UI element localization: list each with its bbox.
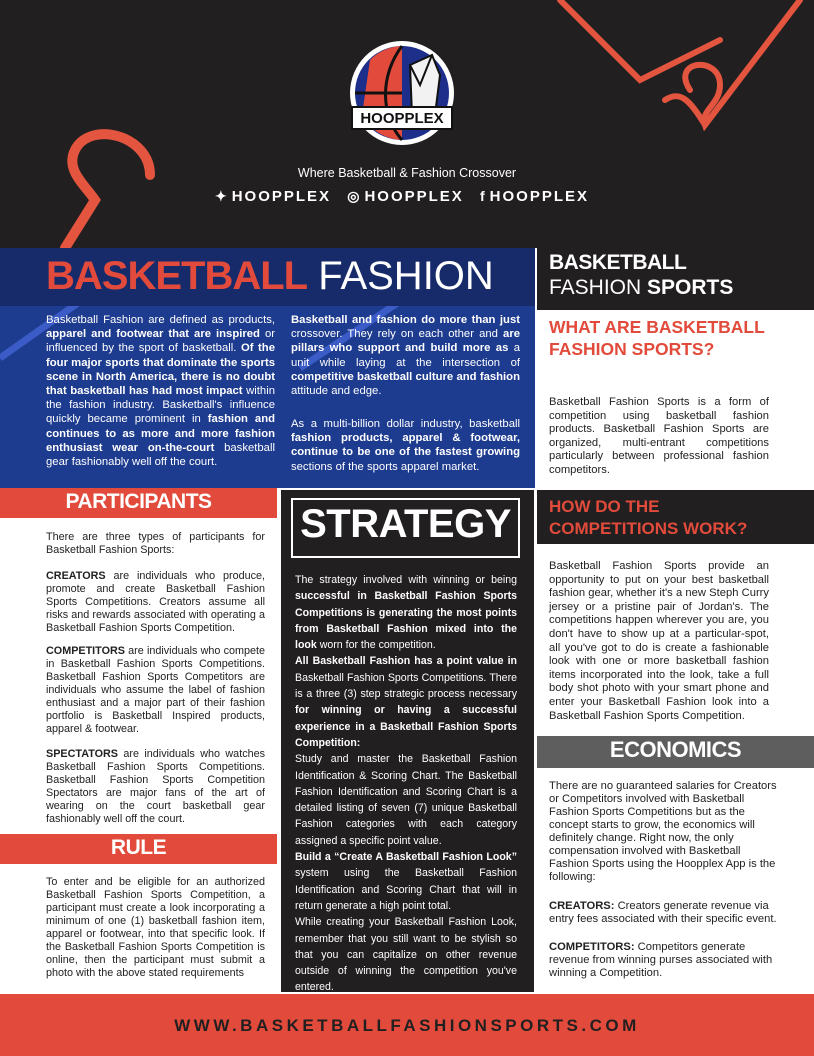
- economics-creators: [549, 900, 777, 926]
- intro-paragraph-1: [46, 313, 275, 469]
- text-run: system using the Basketball Fashion Identification and Scoring Chart that will in return generate a high point total.: [295, 867, 517, 912]
- text-run: Basketball Fashion are defined as products,: [46, 314, 275, 326]
- facebook-icon[interactable]: f: [479, 188, 487, 204]
- text-run: or influenced by the sport of basketball.: [46, 328, 275, 355]
- header-banner: [0, 0, 814, 248]
- instagram-icon[interactable]: ◎: [347, 188, 362, 204]
- header-sports-word: SPORTS: [647, 276, 734, 299]
- text-run: basketball gear fashionably well off the court.: [46, 441, 275, 469]
- competitors-term: COMPETITORS: [46, 645, 125, 657]
- text-run: Basketball Fashion Sports Competitions. There is a three (3) step strategic process necessary: [295, 671, 517, 701]
- competitors-definition: [46, 645, 265, 736]
- strategy-title: STRATEGY: [300, 502, 511, 546]
- competitors-label: COMPETITORS:: [549, 941, 635, 953]
- text-run: within the fashion industry. Basketball's influence quickly became prominent in: [46, 385, 275, 426]
- creators-term: CREATORS: [46, 570, 106, 582]
- strategy-text: [295, 572, 517, 996]
- economics-title: ECONOMICS: [609, 737, 742, 762]
- participants-intro: There are three types of participants for Basketball Fashion Sports:: [46, 531, 265, 556]
- text-run: attitude and edge.: [291, 385, 382, 398]
- text-run: successful in Basketball Fashion Sports Competitions is generating the most points from Basketball Fashion mixed into the look: [295, 590, 517, 652]
- answer-how: Basketball Fashion Sports provide an opportunity to put on your best basketball fashion gear, whether it's a new Steph Curry jersey or a pristine pair of Jordan's. The competitions happen wherever you are, you don't have to show up at a particular-spot, all you've got to do is create a fashionable look with one or more basketball fashion items incorporated into the look, take a full body shot photo with your smart phone and enter your Basketball Fashion look into a Basketball Fashion Sports Competition.: [549, 560, 769, 722]
- text-run: Of the four major sports that dominate the sports scene in North America, there is no doubt that basketball has had most impact: [46, 342, 275, 398]
- spectators-desc: are individuals who watches Basketball Fashion Sports Competitions. Basketball Fashion Sports Competition Spectators are major fans of the art of wearing on the court basketball gear fashionably well off the court.: [46, 748, 265, 825]
- text-run: worn for the competition.: [316, 639, 436, 652]
- section-header-line2: [549, 276, 733, 300]
- text-run: fashion products, apparel & footwear, continue to be one of the fastest growing: [291, 432, 520, 459]
- text-run: competitive basketball culture and fashion: [291, 370, 520, 383]
- text-run: Basketball and fashion do more than just: [291, 314, 520, 326]
- website-link[interactable]: WWW.BASKETBALLFASHIONSPORTS.COM: [174, 1016, 640, 1035]
- twitter-icon[interactable]: ✦: [214, 188, 229, 204]
- title-white: FASHION: [318, 254, 494, 298]
- facebook-handle[interactable]: HOOPPLEX: [489, 188, 590, 205]
- text-run: are pillars who support and build more as: [291, 328, 520, 355]
- creators-definition: [46, 570, 265, 635]
- spectators-definition: [46, 748, 265, 826]
- section-header-line1: BASKETBALL: [549, 251, 687, 274]
- text-run: Study and master the Basketball Fashion Identification & Scoring Chart. The Basketball Fashion Identification and Scoring Chart is a detailed listing of seven (7) unique Basketball Fashion categories with each category assigned a specific point value.: [295, 753, 517, 847]
- rule-title: RULE: [110, 836, 167, 859]
- text-run: a unit while laying at the intersection of: [291, 342, 521, 369]
- text-run: The strategy involved with winning or being: [295, 574, 517, 586]
- question-how-line1: HOW DO THE: [549, 497, 660, 516]
- text-run: sections of the sports apparel market.: [291, 460, 480, 473]
- question-how: [549, 496, 747, 540]
- main-title: [46, 254, 494, 299]
- question-what-are: WHAT ARE BASKETBALL FASHION SPORTS?: [549, 317, 765, 359]
- text-run: Build a “Create A Basketball Fashion Look”: [295, 851, 517, 864]
- creators-text: Creators generate revenue via entry fees associated with their specific event.: [549, 900, 777, 925]
- competitors-desc: are individuals who compete in Basketball Fashion Sports Competitions. Basketball Fashion Sports Competitors are individuals who assume the label of fashion enthusiast and a major part of their fashion portfolio is Basketball Inspired products, apparel & footwear.: [46, 645, 265, 735]
- question-how-line2: COMPETITIONS WORK?: [549, 519, 748, 538]
- participants-title: PARTICIPANTS: [65, 490, 212, 513]
- creators-label: CREATORS:: [549, 900, 615, 912]
- text-run: While creating your Basketball Fashion Look, remember that you still want to be stylish so that you can capitalize on other revenue outside of winning the competition you've entered.: [295, 916, 517, 994]
- creators-desc: are individuals who produce, promote and create Basketball Fashion Sports Competitions. Creators assume all risks and rewards associated with operating a Basketball Fashion Sports Competition.: [46, 570, 265, 634]
- text-run: All Basketball Fashion has a point value in: [295, 655, 517, 668]
- text-run: As a multi-billion dollar industry, basketball: [291, 418, 520, 430]
- instagram-handle[interactable]: HOOPPLEX: [364, 188, 464, 205]
- header-fashion-word: FASHION: [549, 276, 648, 299]
- competitors-text: Competitors generate revenue from winning purses associated with winning a Competition.: [549, 941, 773, 979]
- text-run: for winning or having a successful experience in a Basketball Fashion Sports Competition:: [295, 704, 517, 749]
- intro-paragraph-3: [291, 417, 520, 474]
- logo-text: HOOPPLEX: [360, 110, 444, 127]
- twitter-handle[interactable]: HOOPPLEX: [231, 188, 332, 205]
- title-red: BASKETBALL: [46, 254, 308, 298]
- tagline: Where Basketball & Fashion Crossover: [297, 166, 517, 180]
- text-run: apparel and footwear that are inspired: [46, 328, 260, 341]
- economics-text: There are no guaranteed salaries for Creators or Competitors involved with Basketball Fashion Sports Competitions but as the concept starts to grow, the economics will definitely change. Right now, the only compensation involved with Basketball Fashion Sports using the Hoopplex App is the following:: [549, 780, 777, 883]
- spectators-term: SPECTATORS: [46, 748, 118, 760]
- rule-text: To enter and be eligible for an authorized Basketball Fashion Sports Competition, a participant must create a look incorporating a minimum of one (1) basketball fashion item, apparel or footwear, into that specific look. If the Basketball Fashion Sports Competition is online, then the participant must submit a photo with the above stated requirements: [46, 876, 265, 979]
- answer-what-are: Basketball Fashion Sports is a form of competition using basketball fashion products. Basketball Fashion Sports are organized, multi-entrant competitions particularly between professional fashion competitors.: [549, 396, 769, 476]
- hoopplex-logo: [340, 35, 464, 159]
- text-run: fashion and continues to as more and more fashion enthusiast wear on-the-court: [46, 413, 275, 454]
- intro-paragraph-2: [291, 313, 520, 398]
- text-run: crossover. They rely on each other and: [291, 328, 504, 341]
- economics-competitors: [549, 941, 777, 980]
- social-handles: [0, 188, 814, 205]
